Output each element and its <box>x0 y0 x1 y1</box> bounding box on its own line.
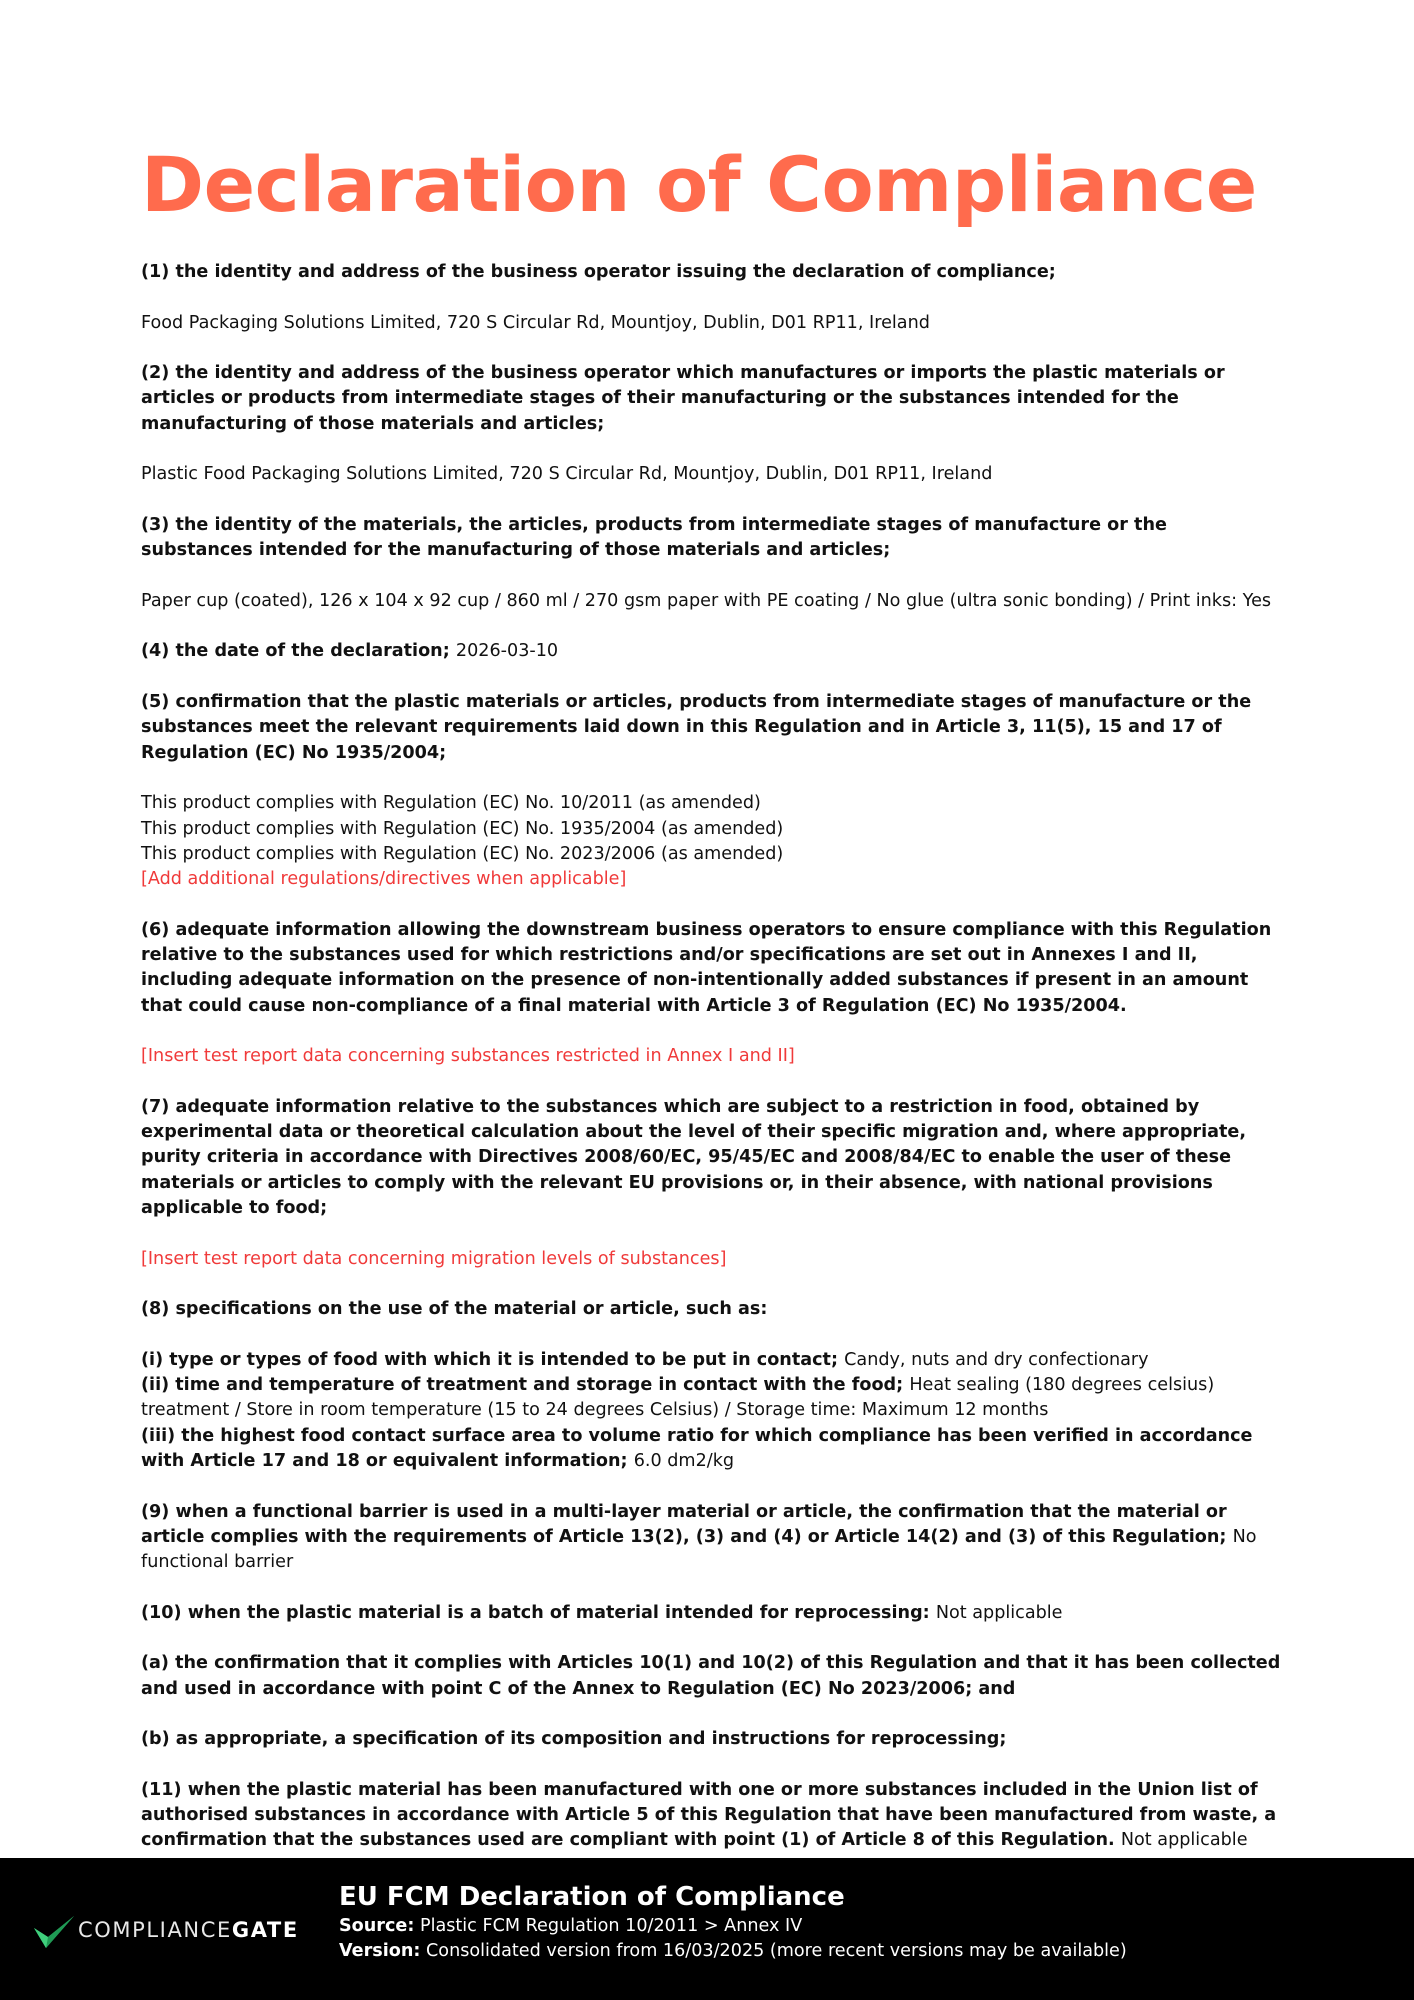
section-10-answer: Not applicable <box>935 1602 1063 1623</box>
section-5-answer-1: This product complies with Regulation (EC) No. 10/2011 (as amended) <box>141 793 761 814</box>
section-5-answer-3: This product complies with Regulation (EC) No. 2023/2006 (as amended) <box>141 843 784 864</box>
logo-text <box>78 1918 299 1942</box>
section-5-placeholder: [Add additional regulations/directives when applicable] <box>141 869 627 890</box>
section-5-answer-2: This product complies with Regulation (EC) No. 1935/2004 (as amended) <box>141 818 784 839</box>
section-10 <box>141 1601 1281 1626</box>
section-10-question: (10) when the plastic material is a batch of material intended for reprocessing: <box>141 1602 930 1623</box>
page-title: Declaration of Compliance <box>141 140 1257 229</box>
section-6-question: (6) adequate information allowing the downstream business operators to ensure compliance with this Regulation relative to the substances used for which restrictions and/or specifications are set out in Annexes I and II, including adequate information on the presence of non-intentionally added substances if present in an amount that could cause non-compliance of a final material with Article 3 of Regulation (EC) No 1935/2004. <box>141 919 1272 1016</box>
logo-text-bold: GATE <box>231 1918 299 1942</box>
section-8-item-i <box>141 1348 1281 1373</box>
section-7-placeholder: [Insert test report data concerning migration levels of substances] <box>141 1248 727 1269</box>
section-4 <box>141 639 1281 664</box>
document-body <box>141 260 1281 1854</box>
section-8-item-iii-question: (iii) the highest food contact surface area to volume ratio for which compliance has been verified in accordance with Article 17 and 18 or equivalent information; <box>141 1425 1253 1471</box>
compliancegate-logo <box>32 1910 299 1950</box>
section-11 <box>141 1778 1281 1854</box>
section-11-answer: Not applicable <box>1120 1830 1248 1851</box>
section-2-question: (2) the identity and address of the business operator which manufactures or imports the plastic materials or articles or products from intermediate stages of their manufacturing or the substances intended for the manufacturing of those materials and articles; <box>141 363 1225 434</box>
section-8-item-ii <box>141 1373 1281 1424</box>
footer-version-label: Version: <box>339 1941 421 1961</box>
section-8-question: (8) specifications on the use of the material or article, such as: <box>141 1299 768 1320</box>
section-7-question: (7) adequate information relative to the substances which are subject to a restriction in food, obtained by experimental data or theoretical calculation about the level of their specific migration and, where appropriate, purity criteria in accordance with Directives 2008/60/EC, 95/45/EC and 2008/84/EC to enable the user of these materials or articles to comply with the relevant EU provisions or, in their absence, with national provisions applicable to food; <box>141 1096 1247 1218</box>
footer-source-label: Source: <box>339 1916 415 1936</box>
section-9-question: (9) when a functional barrier is used in a multi-layer material or article, the confirmation that the material or article complies with the requirements of Article 13(2), (3) and (4) or Article 14(2) and (3) of this Regulation; <box>141 1501 1227 1547</box>
footer-version-value: Consolidated version from 16/03/2025 (more recent versions may be available) <box>426 1941 1127 1961</box>
section-8-item-iii <box>141 1424 1281 1475</box>
checkmark-icon <box>32 1910 76 1950</box>
logo-text-light: COMPLIANCE <box>78 1918 232 1942</box>
section-1-answer: Food Packaging Solutions Limited, 720 S Circular Rd, Mountjoy, Dublin, D01 RP11, Ireland <box>141 312 930 333</box>
document-page <box>141 140 1281 1854</box>
footer-version <box>339 1939 1127 1964</box>
section-3-question: (3) the identity of the materials, the articles, products from intermediate stages of manufacture or the substances intended for the manufacturing of those materials and articles; <box>141 514 1167 561</box>
section-4-question: (4) the date of the declaration; <box>141 641 450 662</box>
section-11-question: (11) when the plastic material has been manufactured with one or more substances included in the Union list of authorised substances in accordance with Article 5 of this Regulation that have been manufactured from waste, a confirmation that the substances used are compliant with point (1) of Article 8 of this Regulation. <box>141 1779 1277 1851</box>
section-2-answer: Plastic Food Packaging Solutions Limited, 720 S Circular Rd, Mountjoy, Dublin, D01 RP11, Ireland <box>141 464 993 485</box>
section-5-question: (5) confirmation that the plastic materials or articles, products from intermediate stages of manufacture or the substances meet the relevant requirements laid down in this Regulation and in Article 3, 11(5), 15 and 17 of Regulation (EC) No 1935/2004; <box>141 692 1252 763</box>
section-8-item-i-answer: Candy, nuts and dry confectionary <box>844 1349 1149 1370</box>
footer-source <box>339 1914 1127 1939</box>
section-10b-question: (b) as appropriate, a specification of its composition and instructions for reprocessing; <box>141 1729 1007 1750</box>
section-9-answer: No functional barrier <box>141 1526 1257 1573</box>
section-8-item-ii-answer: Heat sealing (180 degrees celsius) treatment / Store in room temperature (15 to 24 degrees Celsius) / Storage time: Maximum 12 months <box>141 1375 1215 1421</box>
section-10a-question: (a) the confirmation that it complies with Articles 10(1) and 10(2) of this Regulation and that it has been collected and used in accordance with point C of the Annex to Regulation (EC) No 2023/2006; and <box>141 1653 1281 1699</box>
section-8-item-i-question: (i) type or types of food with which it is intended to be put in contact; <box>141 1349 838 1370</box>
section-9 <box>141 1500 1281 1576</box>
section-8-item-ii-question: (ii) time and temperature of treatment and storage in contact with the food; <box>141 1375 904 1396</box>
footer-source-value: Plastic FCM Regulation 10/2011 > Annex IV <box>419 1916 803 1936</box>
footer <box>0 1858 1414 2000</box>
footer-text <box>339 1880 1127 1964</box>
footer-title: EU FCM Declaration of Compliance <box>339 1882 845 1912</box>
declaration-date: 2026-03-10 <box>455 641 559 662</box>
section-8-item-iii-answer: 6.0 dm2/kg <box>633 1450 735 1471</box>
section-3-answer: Paper cup (coated), 126 x 104 x 92 cup / 860 ml / 270 gsm paper with PE coating / No glue (ultra sonic bonding) / Print inks: Yes <box>141 590 1272 611</box>
section-6-placeholder: [Insert test report data concerning substances restricted in Annex I and II] <box>141 1046 795 1067</box>
section-1-question: (1) the identity and address of the business operator issuing the declaration of compliance; <box>141 262 1056 282</box>
